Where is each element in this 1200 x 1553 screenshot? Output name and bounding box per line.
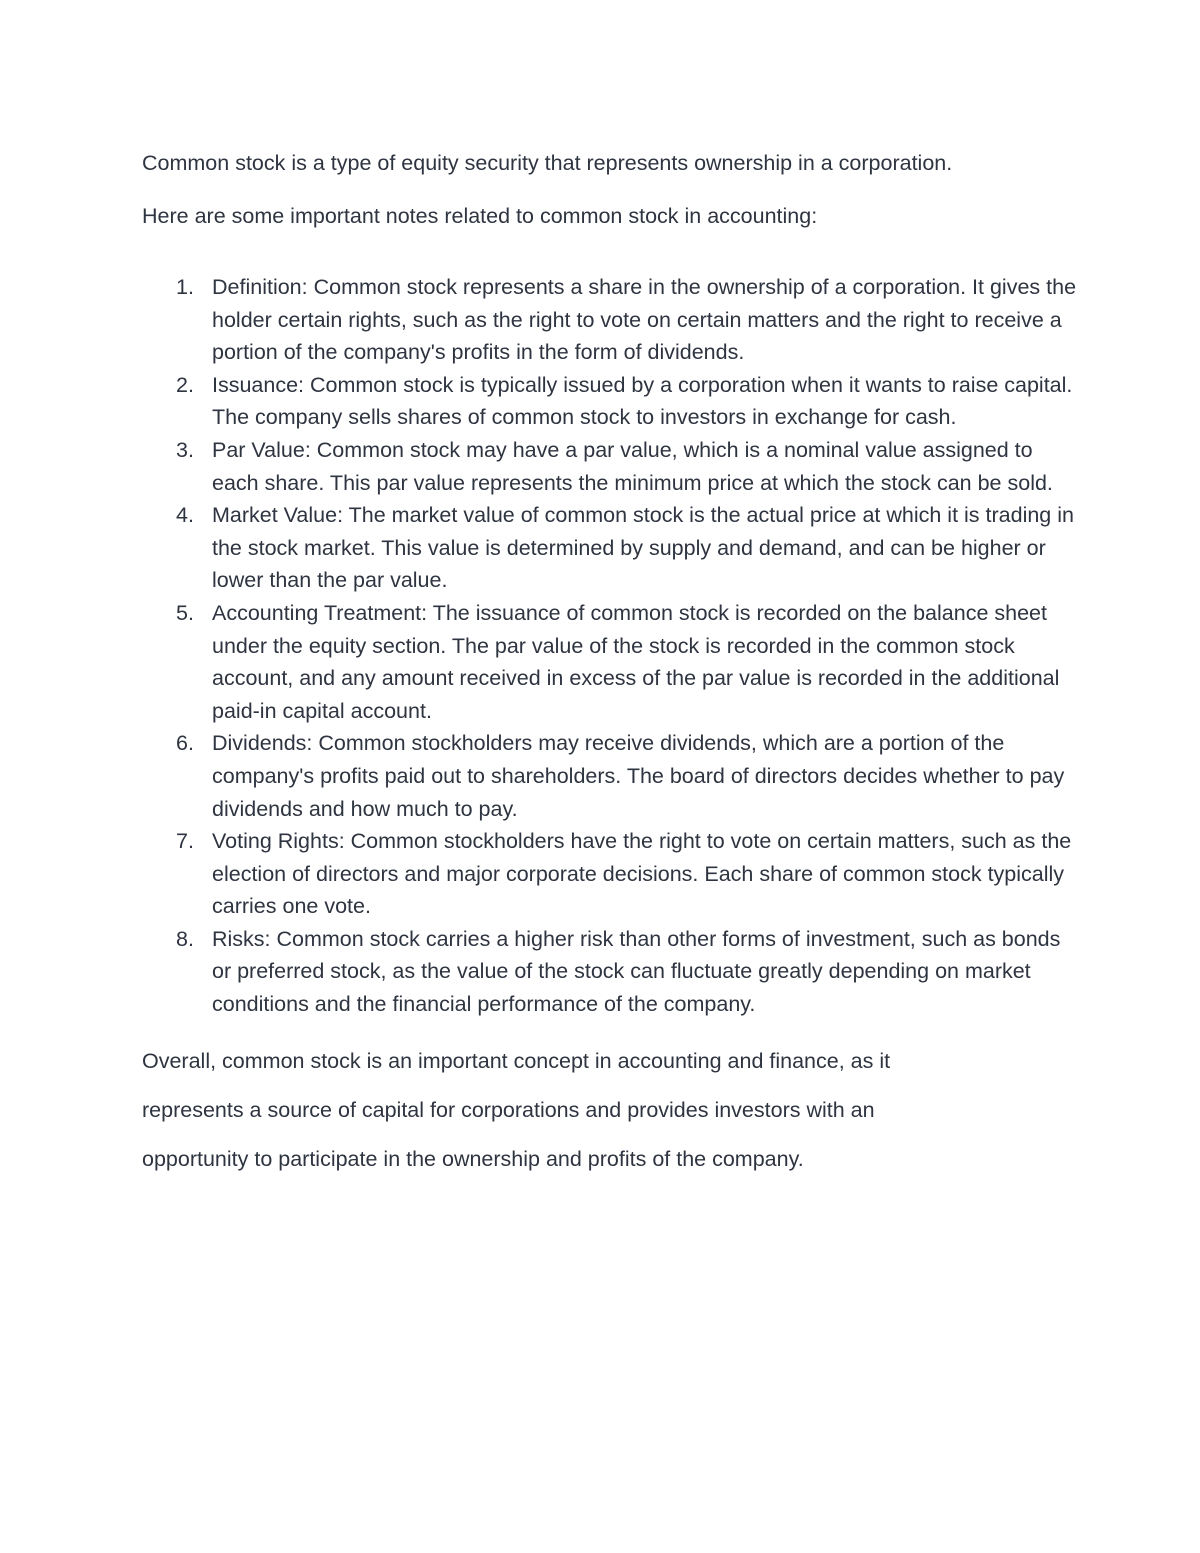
list-item-text: Par Value: Common stock may have a par value, which is a nominal value assigned to each share. This par value represents the minimum price at which the stock can be sold. [212,437,1053,495]
list-item [142,434,1082,499]
document-body [142,137,1082,1184]
list-item-text: Voting Rights: Common stockholders have the right to vote on certain matters, such as the election of directors and major corporate decisions. Each share of common stock typically carries one vote. [212,829,1072,919]
list-item-number: 2. [176,372,194,397]
list-item-number: 3. [176,437,194,462]
list-item-number: 8. [176,926,194,951]
conclusion-paragraph: Overall, common stock is an important concept in accounting and finance, as it represents a source of capital for corporations and provides investors with an opportunity to participate in the ownership and profits of the company. [142,1048,891,1171]
list-item [142,271,1082,369]
list-item-text: Market Value: The market value of common stock is the actual price at which it is trading in the stock market. This value is determined by supply and demand, and can be higher or lower than the par value. [212,503,1074,593]
list-item-number: 1. [176,275,194,299]
list-item [142,369,1082,434]
notes-list [142,271,1082,1021]
list-item-text: Dividends: Common stockholders may receive dividends, which are a portion of the company's profits paid out to shareholders. The board of directors decides whether to pay dividends and how much to pay. [212,731,1065,821]
intro-lead-in: Here are some important notes related to common stock in accounting: [142,204,818,228]
intro-sentence: Common stock is a type of equity security that represents ownership in a corporation. [142,151,953,175]
list-item [142,499,1082,597]
list-item-text: Accounting Treatment: The issuance of common stock is recorded on the balance sheet under the equity section. The par value of the stock is recorded in the common stock account, and any amount received in excess of the par value is recorded in the additional paid-in capital account. [212,600,1060,723]
list-item [142,597,1082,727]
list-item [142,923,1082,1021]
list-item-text: Issuance: Common stock is typically issued by a corporation when it wants to raise capital. The company sells shares of common stock to investors in exchange for cash. [212,372,1073,430]
list-item-text: Risks: Common stock carries a higher risk than other forms of investment, such as bonds or preferred stock, as the value of the stock can fluctuate greatly depending on market conditions and the financial performance of the company. [212,926,1061,1017]
list-item-number: 4. [176,503,194,528]
list-item-number: 6. [176,731,194,756]
list-item-number: 7. [176,829,194,854]
list-item [142,727,1082,825]
list-item-text: Definition: Common stock represents a share in the ownership of a corporation. It gives the holder certain rights, such as the right to vote on certain matters and the right to receive a portion of the company's profits in the form of dividends. [212,275,1077,365]
list-item-number: 5. [176,600,194,625]
list-item [142,825,1082,923]
